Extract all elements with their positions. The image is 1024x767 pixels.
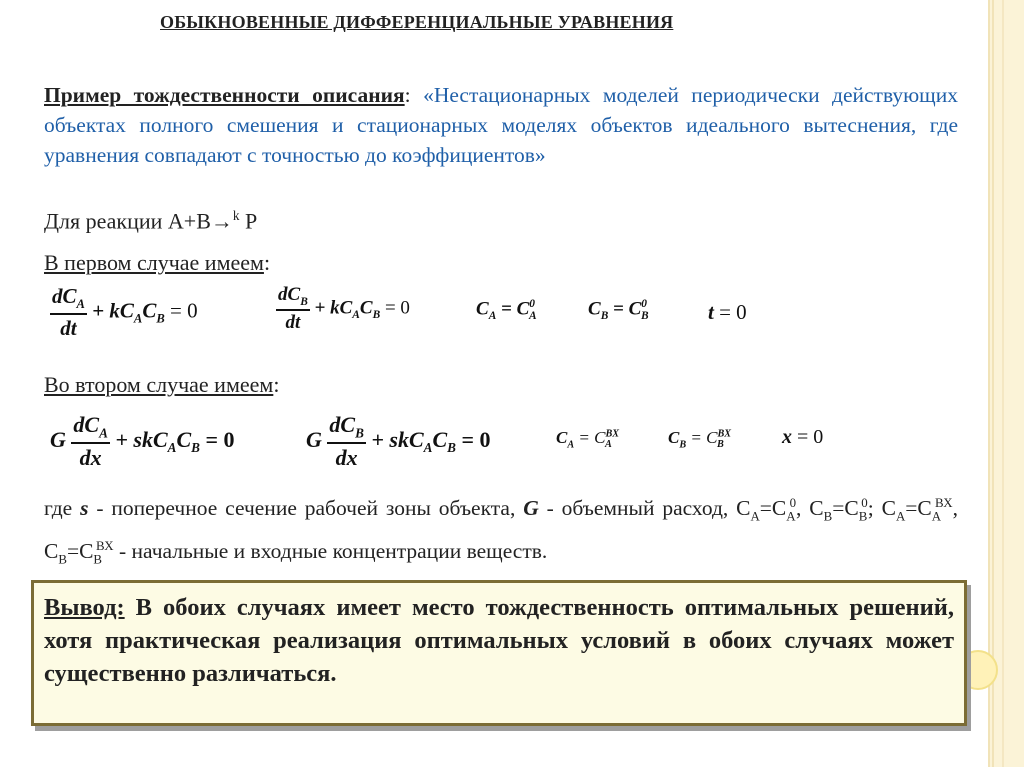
reaction-line bbox=[44, 208, 257, 234]
eq1-first: $\frac{dC_A}{dt}$ + $kC_AC_B = 0$ bbox=[52, 284, 198, 341]
eq2-first-fraction: $\frac{dC_A}{dx}$ bbox=[73, 412, 108, 471]
case1-label: В первом случае имеем bbox=[44, 250, 264, 275]
conclusion-text: В обоих случаях имеет место тождественность оптимальных решений, хотя практическая реализация оптимальных условий в обоих случаях может существенно различаться. bbox=[44, 594, 954, 687]
eq1-first-fraction: $\frac{dC_A}{dt}$ bbox=[52, 284, 85, 341]
conclusion-box bbox=[31, 580, 967, 726]
case1-colon: : bbox=[263, 250, 271, 275]
eq2-second-fraction: $\frac{dC_B}{dx}$ bbox=[329, 412, 364, 471]
example-quote: «Нестационарных моделей периодически действующих объектах полного смешения и стационарных моделях объектов идеального вытеснения, где уравнения совпадают с точностью до коэффициентов» bbox=[44, 83, 958, 167]
case2-line bbox=[44, 372, 279, 398]
eq1-time: t = 0 bbox=[708, 300, 747, 324]
eq1-second: $\frac{dC_B}{dt}$ + $kC_AC_B = 0$ bbox=[278, 284, 410, 333]
reaction-suffix: Р bbox=[239, 208, 258, 234]
case1-line bbox=[44, 250, 270, 276]
eq2-initial-b: $C_B = C^{BX}_B$ bbox=[668, 428, 732, 451]
slide-title: ОБЫКНОВЕННЫЕ ДИФФЕРЕНЦИАЛЬНЫЕ УРАВНЕНИЯ bbox=[160, 12, 674, 32]
reaction-prefix: Для реакции А+В→ bbox=[44, 208, 233, 234]
eq1-initial-b: $C_B = C^0_B$ bbox=[588, 298, 649, 323]
right-decorative-border bbox=[988, 0, 1024, 767]
eq2-coordinate: x = 0 bbox=[782, 426, 824, 448]
case2-colon: : bbox=[273, 372, 280, 397]
example-colon: : bbox=[404, 83, 424, 107]
eq2-initial-a: $C_A = C^{BX}_A$ bbox=[556, 428, 620, 451]
example-paragraph bbox=[44, 80, 958, 170]
eq1-initial-a: $C_A = C^0_A$ bbox=[476, 298, 537, 323]
example-label: Пример тождественности описания bbox=[44, 83, 405, 107]
eq2-first: G $\frac{dC_A}{dx}$ + $skC_AC_B = 0$ bbox=[50, 412, 235, 471]
case2-label: Во втором случае имеем bbox=[44, 372, 274, 397]
reaction-k: k bbox=[232, 208, 240, 223]
where-paragraph: где s - поперечное сечение рабочей зоны объекта, G - объемный расход, $С_А=С_А^0$, $С_В=С_В^0$; $С_А=С_А^{ВХ}$, $С_В=С_В^{ВХ}$ - начальные и входные концентрации веществ. bbox=[44, 496, 958, 567]
eq1-second-fraction: $\frac{dC_B}{dt}$ bbox=[278, 284, 308, 333]
conclusion-label: Вывод: bbox=[44, 594, 125, 621]
eq2-second: G $\frac{dC_B}{dx}$ + $skC_AC_B = 0$ bbox=[306, 412, 491, 471]
